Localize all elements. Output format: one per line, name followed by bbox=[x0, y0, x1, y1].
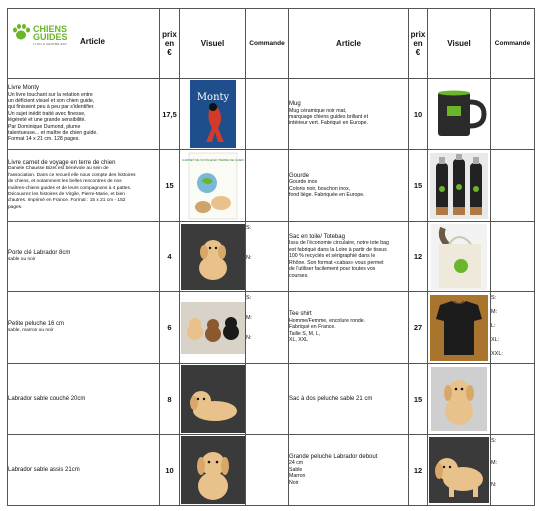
totebag-image bbox=[431, 224, 487, 290]
order-cell[interactable]: S: M: N: bbox=[491, 435, 535, 506]
article-cell: Mug Mug céramique noir mat, marquage chiens guides brillant et intérieur vert. Fabriqué en Europe. bbox=[289, 79, 409, 150]
article-cell: Tee shirt Homme/Femme, encolure ronde. Fabriqué en France. Taille S, M, L, XL, XXL bbox=[289, 292, 409, 364]
paw-icon bbox=[11, 23, 31, 41]
article-title: Tee shirt bbox=[289, 311, 312, 318]
price-cell: 27 bbox=[409, 292, 428, 364]
visual-cell bbox=[428, 364, 491, 435]
order-cell[interactable]: S: M: L: XL: XXL: bbox=[491, 292, 535, 364]
order-form bbox=[7, 8, 534, 504]
price-cell: 12 bbox=[409, 435, 428, 506]
article-cell bbox=[8, 435, 160, 506]
article-cell: Petite peluche 16 cm sable, marron ou noir bbox=[8, 292, 160, 364]
price-cell: 6 bbox=[160, 292, 180, 364]
order-cell[interactable] bbox=[491, 79, 535, 150]
price-cell: 10 bbox=[160, 435, 180, 506]
logo-tagline: LYON & CENTRE EST bbox=[33, 42, 68, 46]
order-cell[interactable] bbox=[491, 364, 535, 435]
article-title: Petite peluche 16 cm bbox=[8, 321, 65, 328]
visual-cell bbox=[180, 364, 246, 435]
visual-cell bbox=[428, 79, 491, 150]
article-cell: Grande peluche Labrador debout 24 cm Sable Marron Noir bbox=[289, 435, 409, 506]
order-cell[interactable]: S: M: N: bbox=[246, 292, 289, 364]
price-cell: 10 bbox=[409, 79, 428, 150]
visual-cell bbox=[180, 292, 246, 364]
order-cell[interactable] bbox=[246, 79, 289, 150]
order-cell[interactable] bbox=[246, 435, 289, 506]
chiens-guides-logo bbox=[11, 23, 71, 51]
price-cell: 15 bbox=[160, 150, 180, 222]
petite-peluche-image bbox=[181, 302, 245, 354]
mug-image bbox=[430, 84, 488, 144]
gourde-image bbox=[430, 153, 488, 219]
visual-cell bbox=[428, 435, 491, 506]
price-cell: 15 bbox=[409, 364, 428, 435]
logo-line1: CHIENS bbox=[33, 24, 68, 34]
article-cell bbox=[8, 364, 160, 435]
order-cell[interactable]: S: N: bbox=[246, 222, 289, 292]
porte-cle-image bbox=[181, 224, 245, 290]
visual-cell bbox=[428, 222, 491, 292]
logo-line2: GUIDES bbox=[33, 32, 68, 42]
product-row bbox=[8, 292, 535, 364]
header-row bbox=[8, 9, 535, 79]
order-cell[interactable] bbox=[491, 222, 535, 292]
header-visual-right: Visuel bbox=[428, 9, 491, 79]
price-cell: 8 bbox=[160, 364, 180, 435]
article-cell: Livre carnet de voyage en terre de chien Daniele Chausse Bizet est bénévole au sein de l'association. Dans ce recueil elle nous compte des histoires de chiens, et notamment les belles rencontres de nos maîtres-chiens guides et de leurs compagnons à 4 pattes. Découvrez les histoires de Virgile, Pierre-Marie, et bien d'autres. Imprimé en France. Format : 15 x 21 cm - 152 pages. bbox=[8, 150, 160, 222]
article-title: Gourde bbox=[289, 172, 310, 179]
order-cell[interactable] bbox=[246, 150, 289, 222]
monty-book-cover bbox=[190, 80, 236, 148]
price-cell: 4 bbox=[160, 222, 180, 292]
article-title: Livre carnet de voyage en terre de chien bbox=[8, 159, 116, 166]
visual-cell bbox=[180, 150, 246, 222]
product-table bbox=[7, 8, 535, 506]
price-cell: 15 bbox=[409, 150, 428, 222]
article-title: Mug bbox=[289, 101, 301, 108]
labrador-assis-image bbox=[181, 436, 245, 504]
product-row bbox=[8, 79, 535, 150]
product-row bbox=[8, 435, 535, 506]
price-cell: 17,5 bbox=[160, 79, 180, 150]
order-cell[interactable] bbox=[246, 364, 289, 435]
article-cell: Sac en toile/ Totebag Issu de l'économie circulaire, notre tote bag est fabriqué dans la Loire à partir de tissus 100 % recyclés et sérigraphié dans le Rhône. Son format «cabas» vous permet de l'utiliser facilement pour toutes vos courses. bbox=[289, 222, 409, 292]
visual-cell bbox=[428, 292, 491, 364]
product-row bbox=[8, 364, 535, 435]
visual-cell bbox=[428, 150, 491, 222]
article-title: Porte clé Labrador 8cm bbox=[8, 250, 71, 257]
article-title: Labrador sable couché 20cm bbox=[8, 395, 86, 402]
tee-shirt-image bbox=[430, 295, 488, 361]
header-price-right: prix en € bbox=[409, 9, 428, 79]
article-title: Sac en toile/ Totebag bbox=[289, 234, 345, 241]
product-row bbox=[8, 222, 535, 292]
header-order-right: Commande bbox=[491, 9, 535, 79]
article-title: Grande peluche Labrador debout bbox=[289, 453, 378, 460]
article-cell bbox=[289, 364, 409, 435]
price-cell: 12 bbox=[409, 222, 428, 292]
visual-cell bbox=[180, 79, 246, 150]
article-cell: Livre Monty Un livre touchant sur la relation entre un déficient visuel et son chien guide, qui finissent peu à peu par s'identifier. Un sujet inédit traité avec finesse, légèreté et une grande sensibilité. Par Dominique Dumond, plume talentueuse... et maître de chien guide. Format 14 x 21 cm. 128 pages. bbox=[8, 79, 160, 150]
carnet-book-cover bbox=[181, 153, 244, 219]
article-title: Labrador sable assis 21cm bbox=[8, 466, 80, 473]
article-cell: Porte clé Labrador 8cm sable ou noir bbox=[8, 222, 160, 292]
carnet-cover-title: CARNET DE VOYAGE EN TERRE DE CHIEN bbox=[181, 157, 244, 162]
header-visual-left: Visuel bbox=[180, 9, 246, 79]
visual-cell bbox=[180, 222, 246, 292]
visual-cell bbox=[180, 435, 246, 506]
header-article-left bbox=[8, 9, 160, 79]
header-order-left: Commande bbox=[246, 9, 289, 79]
header-article-label: Article bbox=[80, 37, 105, 46]
sac-a-dos-peluche-image bbox=[431, 367, 487, 431]
article-title: Sac à dos peluche sable 21 cm bbox=[289, 395, 373, 402]
order-cell[interactable] bbox=[491, 150, 535, 222]
grande-peluche-image bbox=[429, 437, 489, 503]
article-cell: Gourde Gourde inox Coloris noir, bouchon inox, fond liège. Fabriquée en Europe. bbox=[289, 150, 409, 222]
product-row bbox=[8, 150, 535, 222]
header-article-right: Article bbox=[289, 9, 409, 79]
article-title: Livre Monty bbox=[8, 85, 40, 92]
header-price-left: prix en € bbox=[160, 9, 180, 79]
labrador-couche-image bbox=[181, 365, 245, 433]
monty-cover-title: Monty bbox=[196, 92, 229, 103]
